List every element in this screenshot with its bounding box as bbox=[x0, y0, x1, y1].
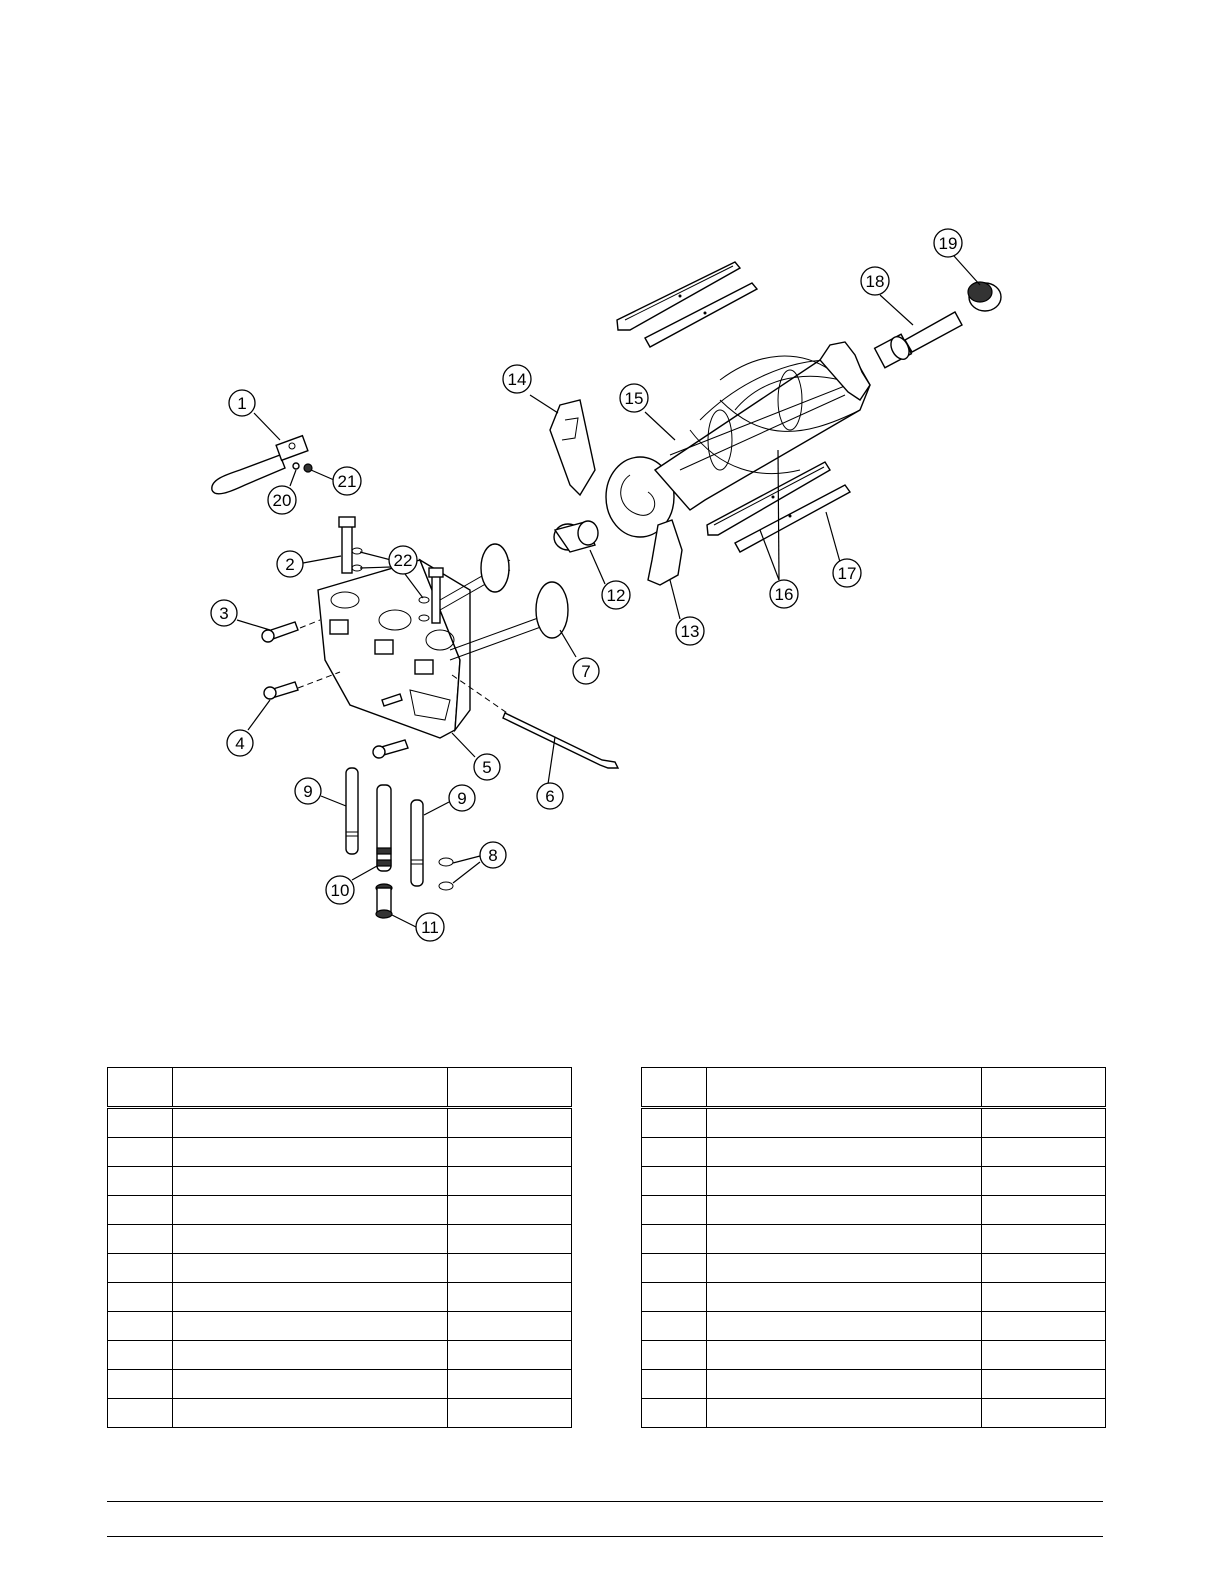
table-row bbox=[108, 1138, 572, 1167]
cell-description bbox=[172, 1138, 447, 1167]
svg-text:15: 15 bbox=[624, 389, 644, 408]
callout-14 bbox=[503, 365, 531, 393]
cell-item bbox=[642, 1167, 707, 1196]
header-part-number bbox=[447, 1068, 571, 1108]
table-row bbox=[642, 1225, 1106, 1254]
table-header-row bbox=[108, 1068, 572, 1108]
callout-4 bbox=[227, 730, 253, 756]
table-row bbox=[642, 1399, 1106, 1428]
cell-description bbox=[172, 1399, 447, 1428]
table-row bbox=[108, 1225, 572, 1254]
valve-seal bbox=[376, 884, 392, 918]
cell-item bbox=[642, 1399, 707, 1428]
svg-text:10: 10 bbox=[330, 881, 350, 900]
callout-16 bbox=[770, 580, 798, 608]
draw-valve-left bbox=[346, 768, 358, 854]
cell-part-number bbox=[981, 1225, 1105, 1254]
cell-description bbox=[172, 1108, 447, 1138]
cell-part-number bbox=[981, 1399, 1105, 1428]
callout-9-left bbox=[295, 778, 321, 804]
cell-part-number bbox=[447, 1399, 571, 1428]
svg-text:14: 14 bbox=[507, 370, 527, 389]
table-row bbox=[642, 1108, 1106, 1138]
cell-item bbox=[108, 1225, 173, 1254]
cell-item bbox=[108, 1196, 173, 1225]
table-row bbox=[642, 1138, 1106, 1167]
footer-rule-top bbox=[107, 1501, 1103, 1502]
cell-description bbox=[172, 1167, 447, 1196]
cell-part-number bbox=[981, 1108, 1105, 1138]
svg-text:4: 4 bbox=[235, 734, 245, 753]
cell-description bbox=[172, 1225, 447, 1254]
svg-text:21: 21 bbox=[337, 472, 357, 491]
cell-part-number bbox=[981, 1283, 1105, 1312]
svg-text:13: 13 bbox=[680, 622, 700, 641]
table-row bbox=[108, 1108, 572, 1138]
callout-1 bbox=[229, 390, 255, 416]
cell-description bbox=[706, 1312, 981, 1341]
cell-item bbox=[108, 1341, 173, 1370]
table-body-left bbox=[108, 1108, 572, 1428]
svg-text:7: 7 bbox=[581, 662, 591, 681]
svg-text:3: 3 bbox=[219, 604, 229, 623]
pivot-rod bbox=[503, 713, 618, 768]
cell-part-number bbox=[447, 1370, 571, 1399]
table-row bbox=[642, 1167, 1106, 1196]
table-header-row bbox=[642, 1068, 1106, 1108]
cell-description bbox=[706, 1138, 981, 1167]
table-row bbox=[642, 1283, 1106, 1312]
cell-description bbox=[172, 1370, 447, 1399]
cell-part-number bbox=[447, 1312, 571, 1341]
callout-10 bbox=[326, 876, 354, 904]
cell-description bbox=[706, 1254, 981, 1283]
table-row bbox=[642, 1312, 1106, 1341]
callout-13 bbox=[676, 617, 704, 645]
scraper-blade-upper bbox=[617, 262, 757, 347]
cell-part-number bbox=[447, 1108, 571, 1138]
svg-text:17: 17 bbox=[837, 564, 857, 583]
cell-item bbox=[108, 1283, 173, 1312]
cell-description bbox=[706, 1341, 981, 1370]
cell-part-number bbox=[981, 1167, 1105, 1196]
cell-item bbox=[642, 1283, 707, 1312]
bushing bbox=[554, 521, 598, 552]
cell-description bbox=[706, 1283, 981, 1312]
callout-19 bbox=[934, 229, 962, 257]
cell-item bbox=[642, 1370, 707, 1399]
header-description bbox=[706, 1068, 981, 1108]
svg-text:18: 18 bbox=[865, 272, 885, 291]
cell-part-number bbox=[447, 1225, 571, 1254]
callout-18 bbox=[861, 267, 889, 295]
cell-item bbox=[642, 1138, 707, 1167]
cell-part-number bbox=[447, 1138, 571, 1167]
front-shoe bbox=[550, 400, 595, 495]
table-row bbox=[642, 1370, 1106, 1399]
cell-item bbox=[108, 1254, 173, 1283]
table-row bbox=[108, 1254, 572, 1283]
callout-17 bbox=[833, 559, 861, 587]
table-row bbox=[642, 1196, 1106, 1225]
cell-item bbox=[642, 1254, 707, 1283]
cell-description bbox=[172, 1196, 447, 1225]
callout-9-right bbox=[449, 785, 475, 811]
cell-part-number bbox=[981, 1196, 1105, 1225]
header-item bbox=[108, 1068, 173, 1108]
cell-item bbox=[642, 1341, 707, 1370]
cell-part-number bbox=[447, 1167, 571, 1196]
callout-12 bbox=[602, 581, 630, 609]
cell-item bbox=[108, 1399, 173, 1428]
callout-3 bbox=[211, 600, 237, 626]
svg-text:16: 16 bbox=[774, 585, 794, 604]
cell-item bbox=[642, 1225, 707, 1254]
callout-11 bbox=[416, 913, 444, 941]
cell-description bbox=[706, 1167, 981, 1196]
callout-2 bbox=[277, 551, 303, 577]
svg-text:9: 9 bbox=[303, 782, 313, 801]
table-row bbox=[108, 1196, 572, 1225]
cell-part-number bbox=[981, 1138, 1105, 1167]
svg-text:5: 5 bbox=[482, 758, 492, 777]
cell-item bbox=[108, 1138, 173, 1167]
footer-rule-bottom bbox=[107, 1536, 1103, 1537]
draw-valve-right bbox=[411, 800, 423, 886]
table-row bbox=[108, 1341, 572, 1370]
cell-part-number bbox=[447, 1341, 571, 1370]
callout-8 bbox=[480, 842, 506, 868]
svg-text:8: 8 bbox=[488, 846, 498, 865]
svg-text:1: 1 bbox=[237, 394, 247, 413]
cell-description bbox=[706, 1108, 981, 1138]
bearing-cap bbox=[968, 282, 1001, 311]
parts-table-right bbox=[641, 1067, 1106, 1428]
table-row bbox=[108, 1283, 572, 1312]
cell-part-number bbox=[981, 1254, 1105, 1283]
callout-21 bbox=[333, 467, 361, 495]
callout-15 bbox=[620, 384, 648, 412]
cell-description bbox=[172, 1254, 447, 1283]
table-body-right bbox=[642, 1108, 1106, 1428]
cell-item bbox=[642, 1108, 707, 1138]
cell-description bbox=[706, 1196, 981, 1225]
cell-description bbox=[172, 1283, 447, 1312]
cell-item bbox=[642, 1312, 707, 1341]
cell-description bbox=[706, 1225, 981, 1254]
callout-6 bbox=[537, 783, 563, 809]
cell-item bbox=[108, 1370, 173, 1399]
callout-22 bbox=[389, 546, 417, 574]
table-row bbox=[108, 1167, 572, 1196]
table-row bbox=[108, 1312, 572, 1341]
parts-table-left bbox=[107, 1067, 572, 1428]
cell-item bbox=[108, 1312, 173, 1341]
pivot-pin bbox=[339, 517, 355, 573]
cell-description bbox=[706, 1399, 981, 1428]
svg-text:12: 12 bbox=[606, 586, 626, 605]
svg-text:9: 9 bbox=[457, 789, 467, 808]
cell-item bbox=[642, 1196, 707, 1225]
cell-part-number bbox=[981, 1370, 1105, 1399]
cell-part-number bbox=[447, 1196, 571, 1225]
svg-text:2: 2 bbox=[285, 555, 295, 574]
table-row bbox=[108, 1370, 572, 1399]
table-row bbox=[642, 1341, 1106, 1370]
cell-part-number bbox=[981, 1312, 1105, 1341]
cell-part-number bbox=[981, 1341, 1105, 1370]
header-part-number bbox=[981, 1068, 1105, 1108]
cell-part-number bbox=[447, 1254, 571, 1283]
cell-description bbox=[172, 1341, 447, 1370]
draw-valve-center bbox=[377, 785, 391, 871]
callout-20 bbox=[268, 486, 296, 514]
cell-description bbox=[172, 1312, 447, 1341]
header-description bbox=[172, 1068, 447, 1108]
header-item bbox=[642, 1068, 707, 1108]
table-row bbox=[108, 1399, 572, 1428]
svg-text:11: 11 bbox=[421, 918, 439, 937]
drive-shaft bbox=[875, 312, 962, 368]
cell-item bbox=[108, 1167, 173, 1196]
svg-text:6: 6 bbox=[545, 787, 555, 806]
cell-item bbox=[108, 1108, 173, 1138]
callout-5 bbox=[474, 754, 500, 780]
svg-text:22: 22 bbox=[393, 551, 413, 570]
draw-handle bbox=[212, 436, 312, 494]
cell-part-number bbox=[447, 1283, 571, 1312]
svg-text:19: 19 bbox=[938, 234, 958, 253]
svg-text:20: 20 bbox=[272, 491, 292, 510]
cell-description bbox=[706, 1370, 981, 1399]
o-rings-8 bbox=[439, 858, 453, 890]
freezer-door bbox=[318, 560, 470, 738]
table-row bbox=[642, 1254, 1106, 1283]
callout-7 bbox=[573, 658, 599, 684]
